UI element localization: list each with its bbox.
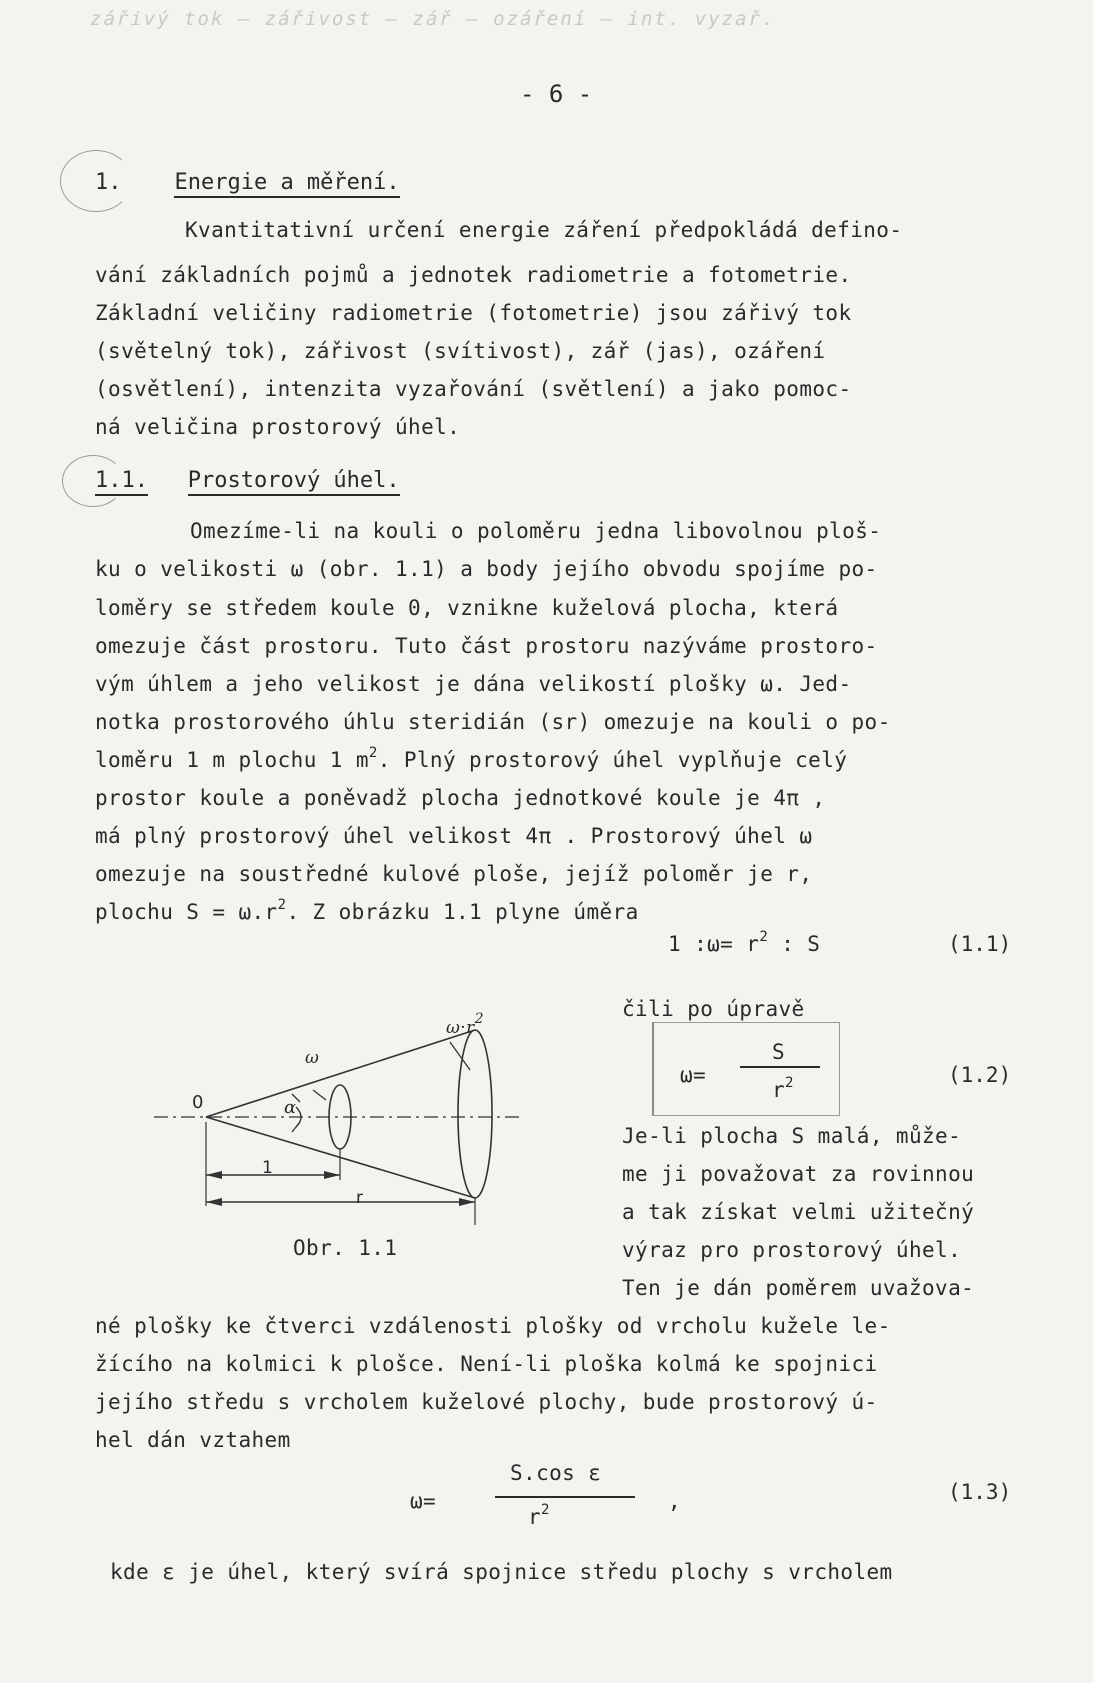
- section-1-heading: [95, 170, 400, 195]
- figure-label-alpha: α: [284, 1097, 297, 1118]
- page-number: - 6 -: [520, 80, 593, 108]
- paragraph-line: Kvantitativní určení energie záření předpokládá defino-: [185, 218, 903, 242]
- right-column-line: a tak získat velmi užitečný: [622, 1200, 975, 1224]
- equation-1-3-numerator: S.cos ε: [510, 1461, 602, 1485]
- paragraph-line: omezuje část prostoru. Tuto část prostoru nazýváme prostoro-: [95, 634, 878, 658]
- section-1-number: 1.: [95, 170, 122, 195]
- right-column-line: Je-li plocha S malá, může-: [622, 1124, 962, 1148]
- paragraph-line: prostor koule a poněvadž plocha jednotkové koule je 4π ,: [95, 786, 826, 810]
- figure-label-origin: 0: [192, 1092, 204, 1113]
- paragraph-line: (osvětlení), intenzita vyzařování (světlení) a jako pomoc-: [95, 377, 852, 401]
- section-1-1-number: 1.1.: [95, 468, 148, 496]
- paragraph-line: loměry se středem koule 0, vznikne kuželová plocha, která: [95, 596, 839, 620]
- equation-1-1: 1 :ω= $r^2$ : S: [668, 929, 821, 956]
- section-1-1-title: Prostorový úhel.: [188, 468, 400, 496]
- equation-1-3-denominator: $r^2$: [528, 1502, 550, 1529]
- equation-1-2-denominator: $r^2$: [772, 1075, 794, 1102]
- equation-1-2-numerator: S: [772, 1040, 786, 1064]
- omega-pointer: [313, 1090, 326, 1100]
- equation-1-3-fraction-bar: [495, 1496, 635, 1498]
- right-column-line: Ten je dán poměrem uvažova-: [622, 1276, 975, 1300]
- section-1-title: Energie a měření.: [174, 170, 399, 198]
- paragraph-line: Omezíme-li na kouli o poloměru jedna libovolnou ploš-: [190, 519, 882, 543]
- equation-1-2-lhs: ω=: [680, 1063, 707, 1087]
- cone-upper-edge: [206, 1030, 475, 1117]
- paragraph-line: kde ε je úhel, který svírá spojnice středu plochy s vrcholem: [110, 1560, 893, 1584]
- paragraph-line: ku o velikosti ω (obr. 1.1) a body jejího obvodu spojíme po-: [95, 557, 878, 581]
- figure-caption: Obr. 1.1: [293, 1236, 398, 1260]
- paragraph-line: žícího na kolmici k plošce. Není-li ploška kolmá ke spojnici: [95, 1352, 878, 1376]
- paragraph-line: (světelný tok), zářivost (svítivost), zář (jas), ozáření: [95, 339, 826, 363]
- paragraph-line: vání základních pojmů a jednotek radiometrie a fotometrie.: [95, 263, 852, 287]
- figure-label-one: 1: [262, 1158, 274, 1178]
- paragraph-line: jejího středu s vrcholem kuželové plochy, bude prostorový ú-: [95, 1390, 878, 1414]
- paragraph-line: né plošky ke čtverci vzdálenosti plošky od vrcholu kužele le-: [95, 1314, 891, 1338]
- omega-r-pointer: [450, 1042, 470, 1070]
- paragraph-line: hel dán vztahem: [95, 1428, 291, 1452]
- equation-1-1-number: (1.1): [948, 932, 1012, 956]
- paragraph-line: ná veličina prostorový úhel.: [95, 415, 461, 439]
- large-ellipse-omega-r2: [458, 1030, 492, 1198]
- paragraph-line: notka prostorového úhlu steridián (sr) omezuje na kouli o po-: [95, 710, 891, 734]
- figure-solid-angle-cone: [150, 1010, 570, 1260]
- paragraph-line: plochu $S = \omega.r^2$. Z obrázku 1.1 plyne úměra: [95, 897, 639, 924]
- paragraph-line: má plný prostorový úhel velikost 4π . Prostorový úhel ω: [95, 824, 813, 848]
- equation-1-3-number: (1.3): [948, 1480, 1012, 1504]
- equation-1-3-comma: ,: [668, 1489, 682, 1513]
- pencil-scribble: zářivý tok — zářivost — zář — ozáření — int. vyzař.: [90, 8, 776, 30]
- figure-label-r: r: [356, 1188, 364, 1208]
- paragraph-line: vým úhlem a jeho velikost je dána velikostí plošky ω. Jed-: [95, 672, 852, 696]
- equation-1-2-fraction-bar: [740, 1066, 820, 1068]
- section-1-1-heading: [95, 468, 400, 493]
- equation-1-3-lhs: ω=: [410, 1489, 437, 1513]
- right-column-line: me ji považovat za rovinnou: [622, 1162, 975, 1186]
- figure-label-omega: ω: [305, 1048, 320, 1068]
- right-column-intro: čili po úpravě: [622, 997, 805, 1021]
- paragraph-line: loměru 1 m plochu 1 $m^2$. Plný prostorový úhel vyplňuje celý: [95, 745, 848, 772]
- paragraph-line: omezuje na soustředné kulové ploše, jejíž poloměr je r,: [95, 862, 813, 886]
- figure-label-omega-r2: $\omega\cdot r^2$: [446, 1011, 484, 1038]
- equation-1-2-number: (1.2): [948, 1063, 1012, 1087]
- right-column-line: výraz pro prostorový úhel.: [622, 1238, 962, 1262]
- paragraph-line: Základní veličiny radiometrie (fotometrie) jsou zářivý tok: [95, 301, 852, 325]
